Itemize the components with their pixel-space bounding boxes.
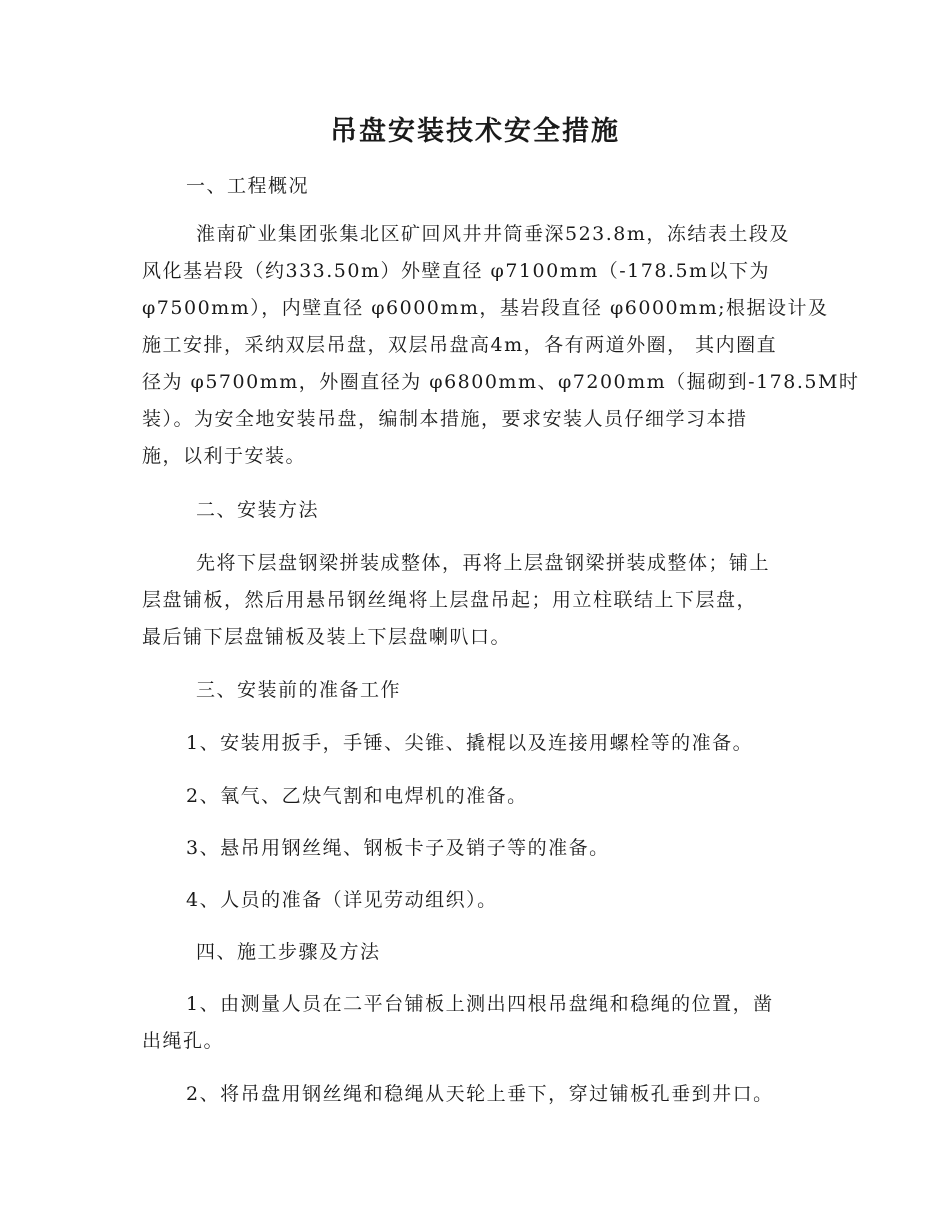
document-title: 吊盘安装技术安全措施 [330,116,620,147]
section-heading-3 [142,672,864,709]
text-line: 层盘铺板，然后用悬吊钢丝绳将上层盘吊起；用立柱联结上下层盘， [142,589,758,611]
text-line: 2、将吊盘用钢丝绳和稳绳从天轮上垂下，穿过铺板孔垂到井口。 [186,1083,774,1105]
section-heading-1 [142,168,854,205]
text-line: 淮南矿业集团张集北区矿回风井井筒垂深523.8m，冻结表土段及 [196,223,790,245]
text-line: 最后铺下层盘铺板及装上下层盘喇叭口。 [142,626,512,648]
text-line: 3、悬吊用钢丝绳、钢板卡子及销子等的准备。 [186,837,610,859]
text-line: 施工安排，采纳双层吊盘，双层吊盘高4m，各有两道外圈， 其内圈直 [142,334,778,356]
list-item [142,986,810,1060]
heading-text: 一、工程概况 [186,175,310,197]
heading-text: 三、安装前的准备工作 [196,679,402,701]
list-item [142,1076,854,1113]
text-line: 4、人员的准备（详见劳动组织）。 [186,889,498,911]
section-heading-4 [142,934,864,971]
text-line: 装）。为安全地安装吊盘，编制本措施，要求安装人员仔细学习本措 [142,408,748,430]
text-line: 2、氧气、乙炔气割和电焊机的准备。 [186,785,528,807]
text-line: 施，以利于安装。 [142,445,307,467]
list-item [142,778,854,815]
heading-text: 四、施工步骤及方法 [196,941,381,963]
text-line: 径为 φ5700mm，外圈直径为 φ6800mm、φ7200mm（掘砌到-178.5M时 [142,371,860,393]
list-item [142,830,854,867]
text-line: φ7500mm），内壁直径 φ6000mm，基岩段直径 φ6000mm;根据设计及 [142,297,829,319]
text-line: 出绳孔。 [142,1030,225,1052]
paragraph-method [142,545,810,656]
list-item [142,725,854,762]
text-line: 1、安装用扳手，手锤、尖锥、撬棍以及连接用螺栓等的准备。 [186,732,754,754]
section-heading-2 [142,492,864,529]
text-line: 风化基岩段（约333.50m）外壁直径 φ7100mm（-178.5m以下为 [142,260,771,282]
list-item [142,882,854,919]
text-line: 1、由测量人员在二平台铺板上测出四根吊盘绳和稳绳的位置，凿 [186,993,774,1015]
text-line: 先将下层盘钢梁拼装成整体，再将上层盘钢梁拼装成整体；铺上 [196,552,771,574]
paragraph-overview [142,216,860,475]
heading-text: 二、安装方法 [196,499,320,521]
